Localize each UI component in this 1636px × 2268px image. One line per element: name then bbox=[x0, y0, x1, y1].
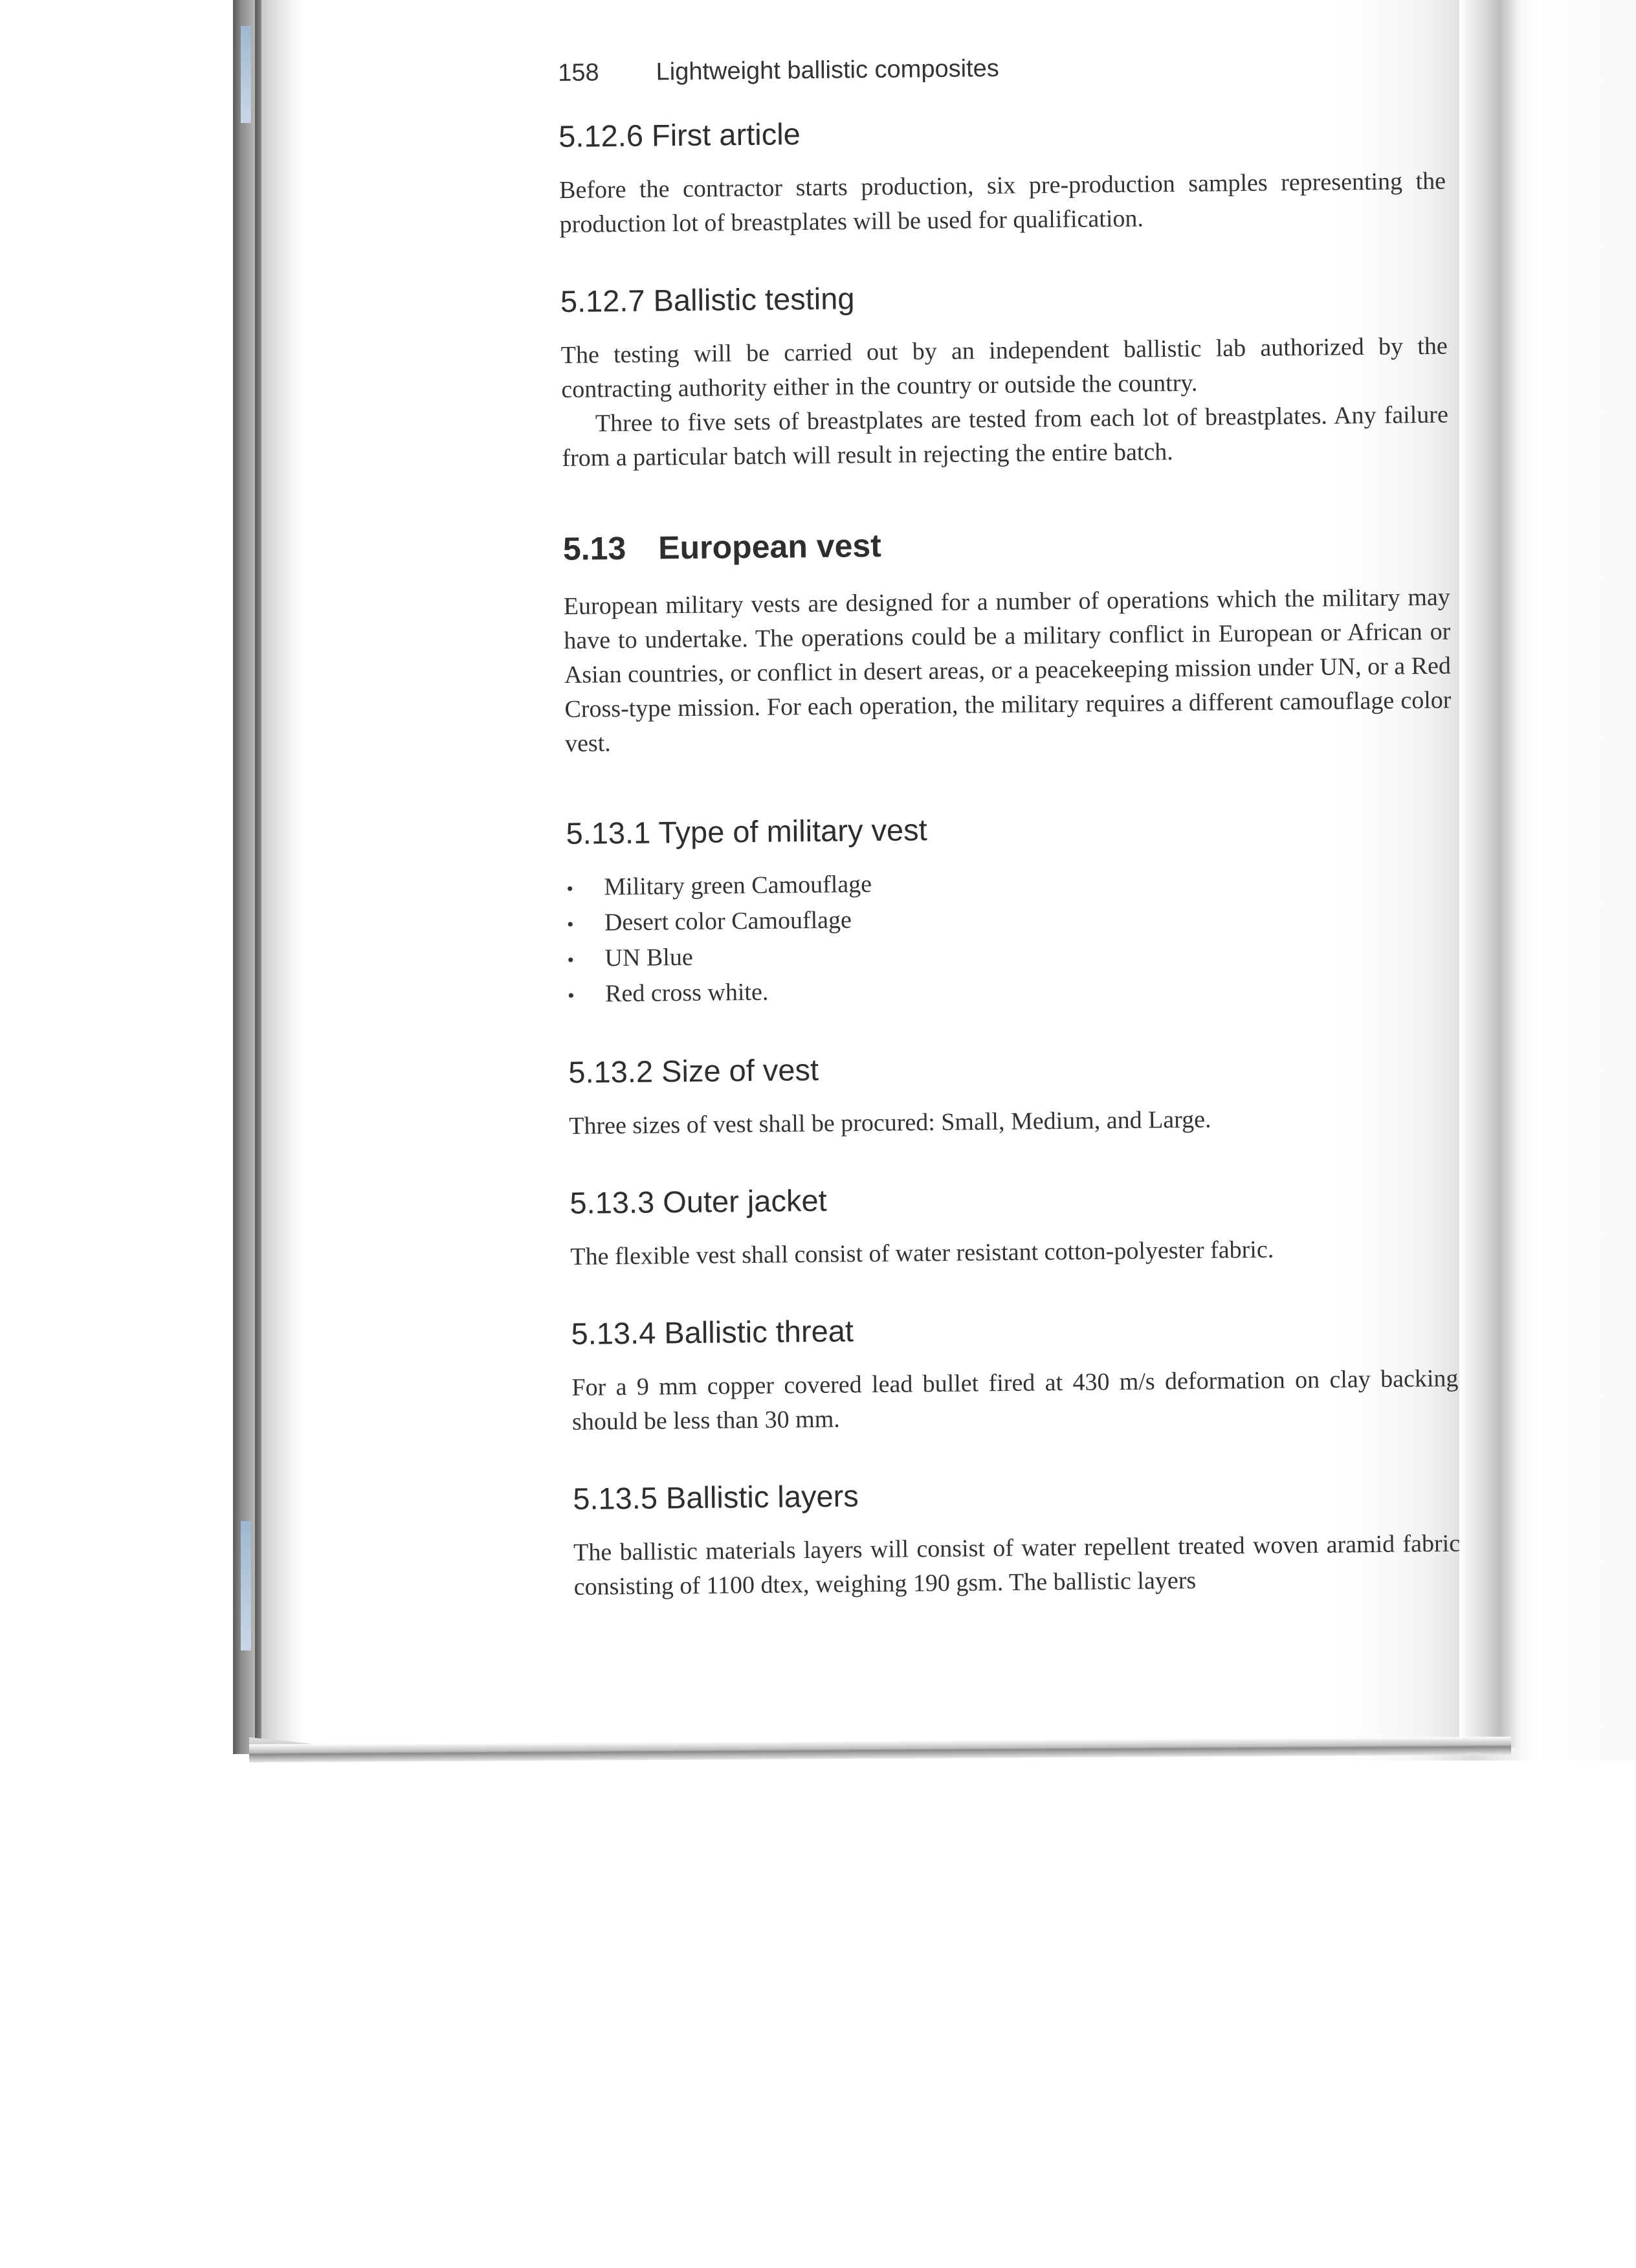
heading-5-13-1: 5.13.1 Type of military vest bbox=[566, 812, 927, 850]
list-item: • Military green Camouflage bbox=[566, 862, 1454, 906]
section-number: 5.13 bbox=[562, 529, 626, 567]
heading-5-13-2: 5.13.2 Size of vest bbox=[568, 1052, 819, 1089]
spine-color-mark bbox=[241, 1521, 251, 1651]
bullet-icon: • bbox=[566, 878, 574, 900]
heading-5-13-3: 5.13.3 Outer jacket bbox=[569, 1183, 827, 1220]
paragraph: Three sizes of vest shall be procured: Small, Medium, and Large. bbox=[569, 1106, 1211, 1140]
book-spine-shadow bbox=[233, 0, 304, 1754]
paragraph: European military vests are designed for a number of operations which the military may have to undertake. The operations could be a military conflict in European or African or Asian countries, or conflict in desert areas, or a peacekeeping mission under UN, or a Red Cross-type mission. For each operation, the military requires a different camouflage color vest. bbox=[563, 583, 1452, 757]
section-title: European vest bbox=[658, 527, 882, 566]
paragraph: The flexible vest shall consist of water resistant cotton-polyester fabric. bbox=[570, 1236, 1274, 1271]
book-spine-edge bbox=[255, 0, 261, 1748]
page-bottom-edge bbox=[249, 1737, 1511, 1762]
bullet-icon: • bbox=[566, 913, 574, 935]
list-item: • UN Blue bbox=[567, 933, 1454, 977]
bullet-icon: • bbox=[567, 949, 575, 971]
heading-5-12-7: 5.12.7 Ballistic testing bbox=[560, 281, 855, 318]
heading-5-13-5: 5.13.5 Ballistic layers bbox=[573, 1478, 859, 1516]
running-header bbox=[558, 50, 1444, 87]
page-text-column bbox=[558, 50, 1461, 1605]
page-number: 158 bbox=[558, 59, 599, 87]
heading-5-12-6: 5.12.6 First article bbox=[558, 117, 801, 153]
heading-5-13-4: 5.13.4 Ballistic threat bbox=[571, 1313, 854, 1351]
paragraph: The testing will be carried out by an independent ballistic lab authorized by the contracting authority either in the country or outside the country. bbox=[560, 332, 1448, 403]
paragraph: The ballistic materials layers will consist of water repellent treated woven aramid fabric consisting of 1100 dtex, weighing 190 gsm. The ballistic layers bbox=[573, 1529, 1461, 1601]
running-title: Lightweight ballistic composites bbox=[656, 54, 999, 86]
paragraph: For a 9 mm copper covered lead bullet fired at 430 m/s deformation on clay backing should be less than 30 mm. bbox=[571, 1364, 1459, 1436]
list-item: • Red cross white. bbox=[568, 968, 1455, 1013]
paragraph: Three to five sets of breastplates are tested from each lot of breastplates. Any failure from a particular batch will result in rejecting the entire batch. bbox=[562, 401, 1449, 472]
bullet-icon: • bbox=[567, 984, 575, 1006]
vest-type-list bbox=[566, 862, 1454, 1013]
paragraph: Before the contractor starts production, six pre-production samples representing the production lot of breastplates will be used for qualification. bbox=[558, 167, 1446, 238]
list-item: • Desert color Camouflage bbox=[567, 897, 1454, 942]
page-fold-shadow bbox=[1459, 0, 1518, 1748]
spine-color-mark bbox=[241, 26, 251, 123]
